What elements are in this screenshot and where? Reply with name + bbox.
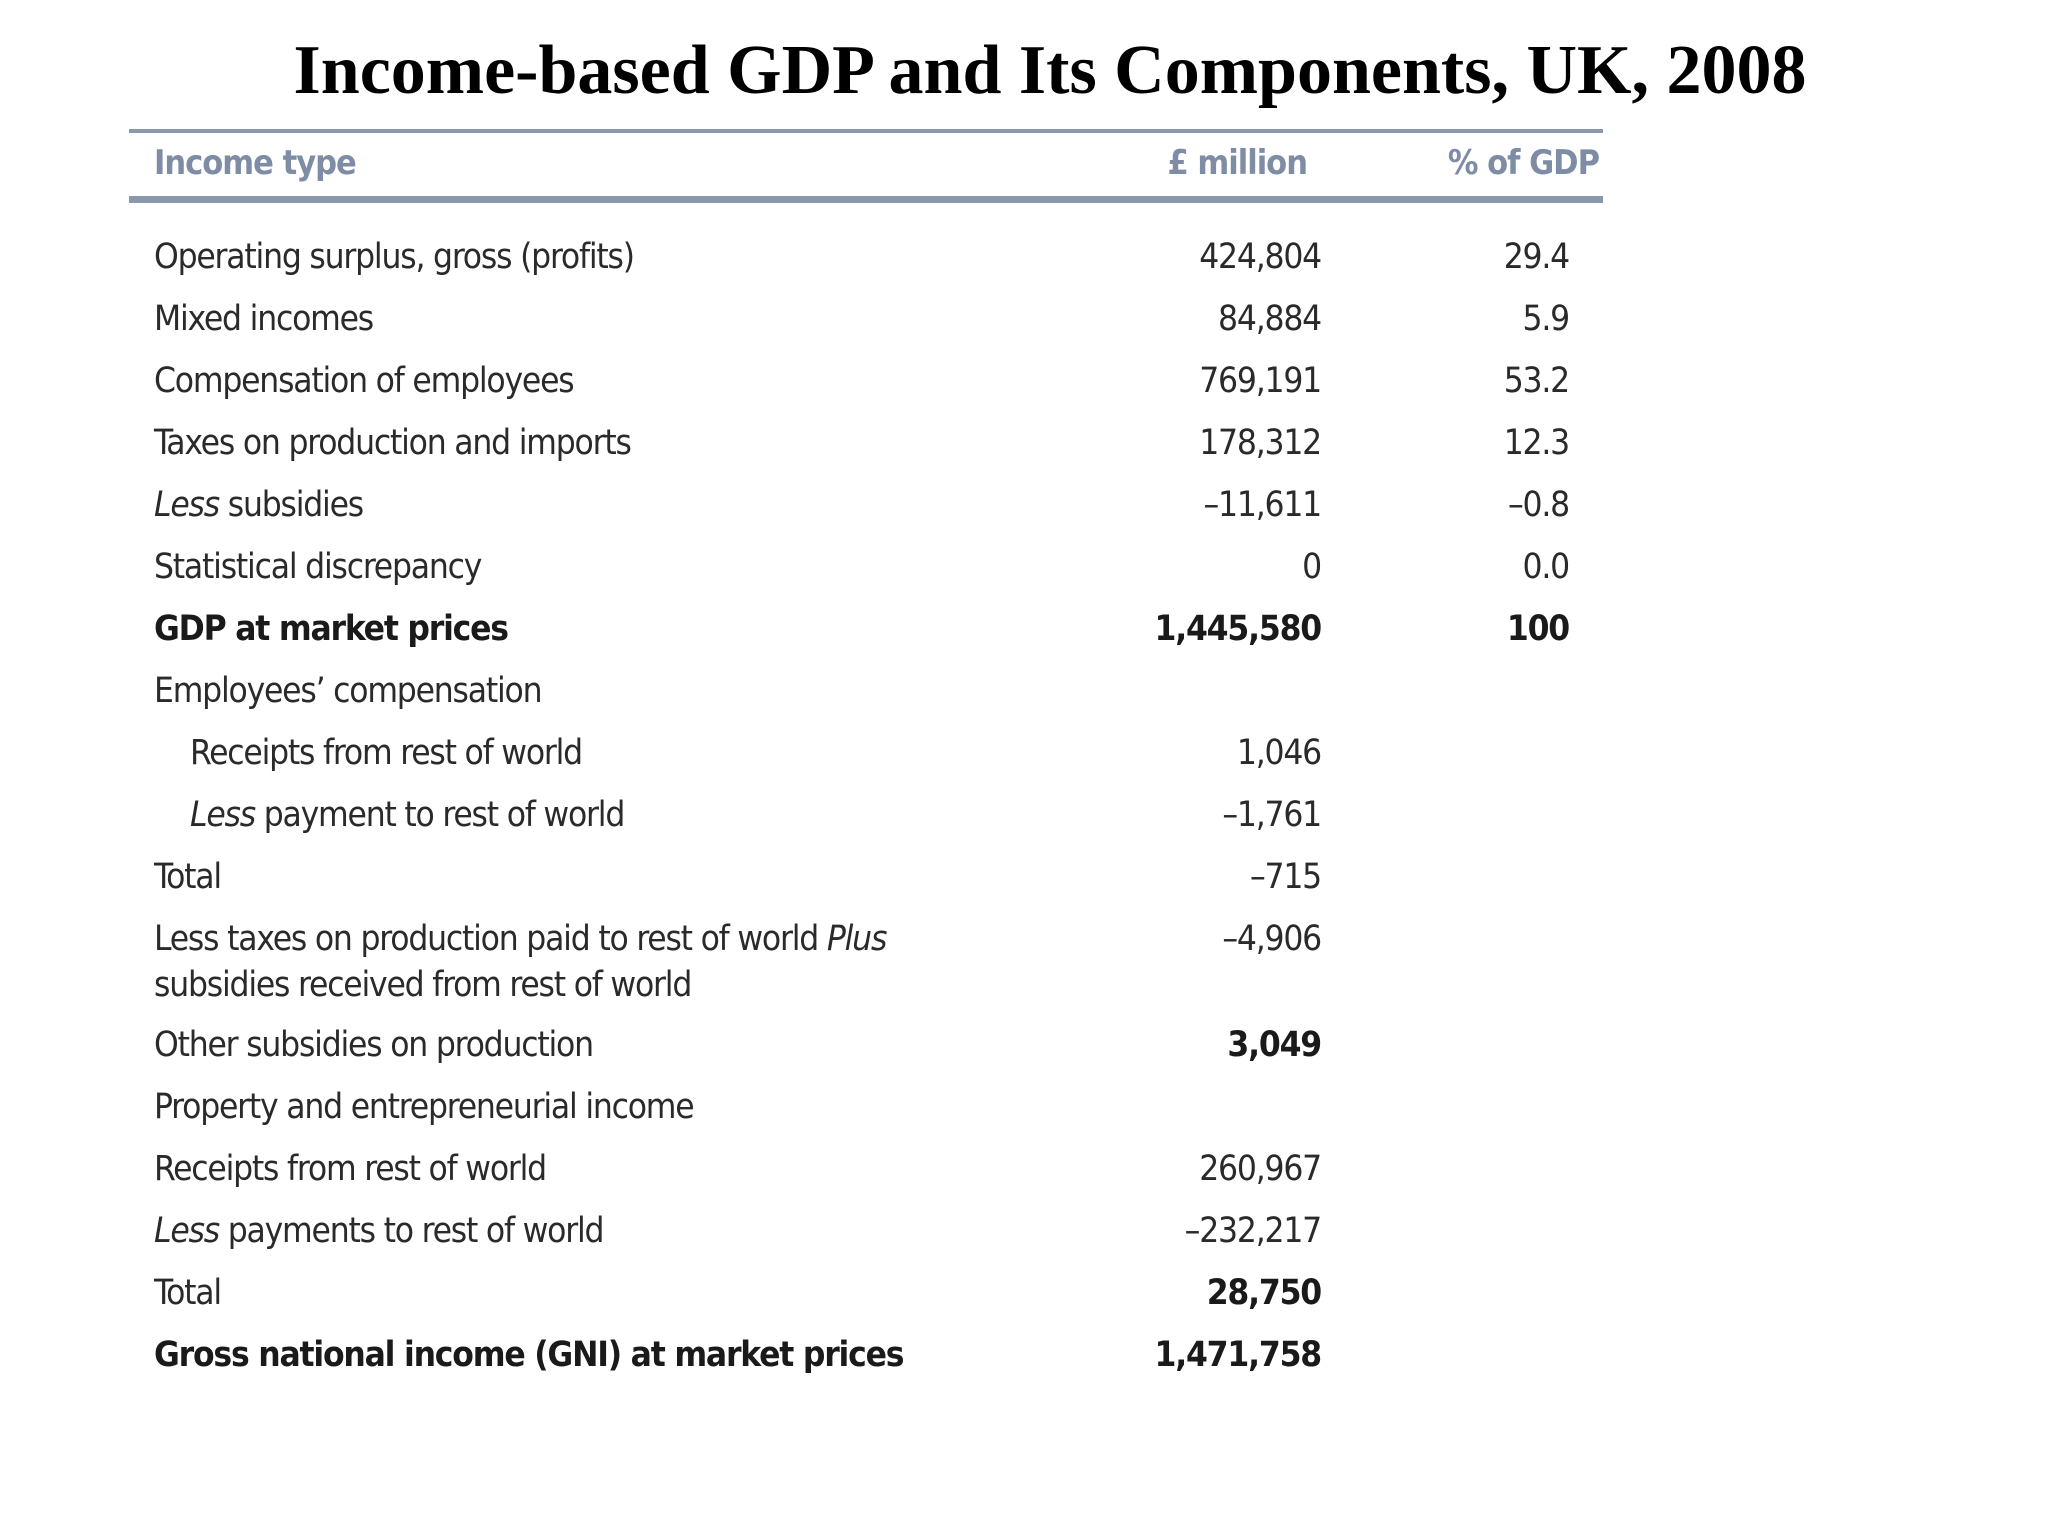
row-label-prefix: Less xyxy=(154,485,219,525)
table-header xyxy=(129,133,1603,196)
row-label: Other subsidies on production xyxy=(154,1025,593,1065)
row-label: Mixed incomes xyxy=(154,299,373,339)
row-million: –4,906 xyxy=(1222,919,1321,959)
table-row xyxy=(129,288,1603,350)
row-pct: 53.2 xyxy=(1503,361,1569,401)
row-pct: 12.3 xyxy=(1503,423,1569,463)
income-table xyxy=(129,129,1603,1386)
row-label: Employees’ compensation xyxy=(154,671,542,711)
table-row-section xyxy=(129,1076,1603,1138)
table-row-section xyxy=(129,660,1603,722)
row-label-text: subsidies xyxy=(218,485,363,525)
header-pct-gdp: % of GDP xyxy=(1447,143,1599,183)
row-label: Statistical discrepancy xyxy=(154,547,482,587)
row-label xyxy=(190,792,1050,838)
table-row xyxy=(129,1262,1603,1324)
row-label: Total xyxy=(154,857,221,897)
table-row xyxy=(129,536,1603,598)
row-pct: 29.4 xyxy=(1503,237,1569,277)
row-million: 260,967 xyxy=(1199,1149,1321,1189)
row-label: Gross national income (GNI) at market prices xyxy=(154,1335,904,1375)
row-label xyxy=(154,1208,1014,1254)
table-row xyxy=(129,1200,1603,1262)
row-million: –11,611 xyxy=(1203,485,1321,525)
header-million: £ million xyxy=(1167,143,1307,183)
table-row xyxy=(129,350,1603,412)
row-label-text: payment to rest of world xyxy=(254,795,625,835)
table-body xyxy=(129,203,1603,1386)
row-label-text-end: subsidies received from rest of world xyxy=(154,965,692,1005)
row-label xyxy=(154,916,1014,1008)
row-label: Receipts from rest of world xyxy=(190,733,582,773)
row-label: Total xyxy=(154,1273,221,1313)
row-million: 1,046 xyxy=(1236,733,1321,773)
table-row xyxy=(129,846,1603,908)
row-million: 178,312 xyxy=(1199,423,1321,463)
table-row xyxy=(129,474,1603,536)
row-pct: 100 xyxy=(1506,609,1569,649)
table-row xyxy=(129,1014,1603,1076)
row-pct: 0.0 xyxy=(1522,547,1569,587)
row-million: 0 xyxy=(1302,547,1321,587)
header-income-type: Income type xyxy=(154,143,356,183)
row-label: Compensation of employees xyxy=(154,361,574,401)
row-pct: 5.9 xyxy=(1522,299,1569,339)
row-million: 1,445,580 xyxy=(1154,609,1321,649)
row-label: Receipts from rest of world xyxy=(154,1149,546,1189)
table-header-rule xyxy=(129,196,1603,203)
table-row xyxy=(129,722,1603,784)
row-label: Property and entrepreneurial income xyxy=(154,1087,694,1127)
row-million: 769,191 xyxy=(1199,361,1321,401)
row-million: 3,049 xyxy=(1227,1025,1321,1065)
row-million: –715 xyxy=(1249,857,1321,897)
row-million: 84,884 xyxy=(1218,299,1321,339)
row-label-text: Less taxes on production paid to rest of world xyxy=(154,919,827,959)
row-million: 1,471,758 xyxy=(1154,1335,1321,1375)
table-row xyxy=(129,412,1603,474)
row-million: –1,761 xyxy=(1222,795,1321,835)
row-million: 424,804 xyxy=(1199,237,1321,277)
row-label-prefix: Less xyxy=(154,1211,219,1251)
row-label: Taxes on production and imports xyxy=(154,423,631,463)
row-label-italic: Plus xyxy=(826,919,887,959)
row-million: 28,750 xyxy=(1206,1273,1321,1313)
table-row xyxy=(129,908,1603,1014)
page-title: Income-based GDP and Its Components, UK, 2008 xyxy=(293,32,1807,109)
table-row-total xyxy=(129,598,1603,660)
table-row xyxy=(129,1138,1603,1200)
table-row-total xyxy=(129,1324,1603,1386)
table-row xyxy=(129,226,1603,288)
row-label: Operating surplus, gross (profits) xyxy=(154,237,634,277)
row-label-text: payments to rest of world xyxy=(218,1211,604,1251)
row-label xyxy=(154,482,1014,528)
row-million: –232,217 xyxy=(1184,1211,1321,1251)
row-label: GDP at market prices xyxy=(154,609,508,649)
table-row xyxy=(129,784,1603,846)
row-pct: –0.8 xyxy=(1508,485,1569,525)
row-label-prefix: Less xyxy=(190,795,255,835)
